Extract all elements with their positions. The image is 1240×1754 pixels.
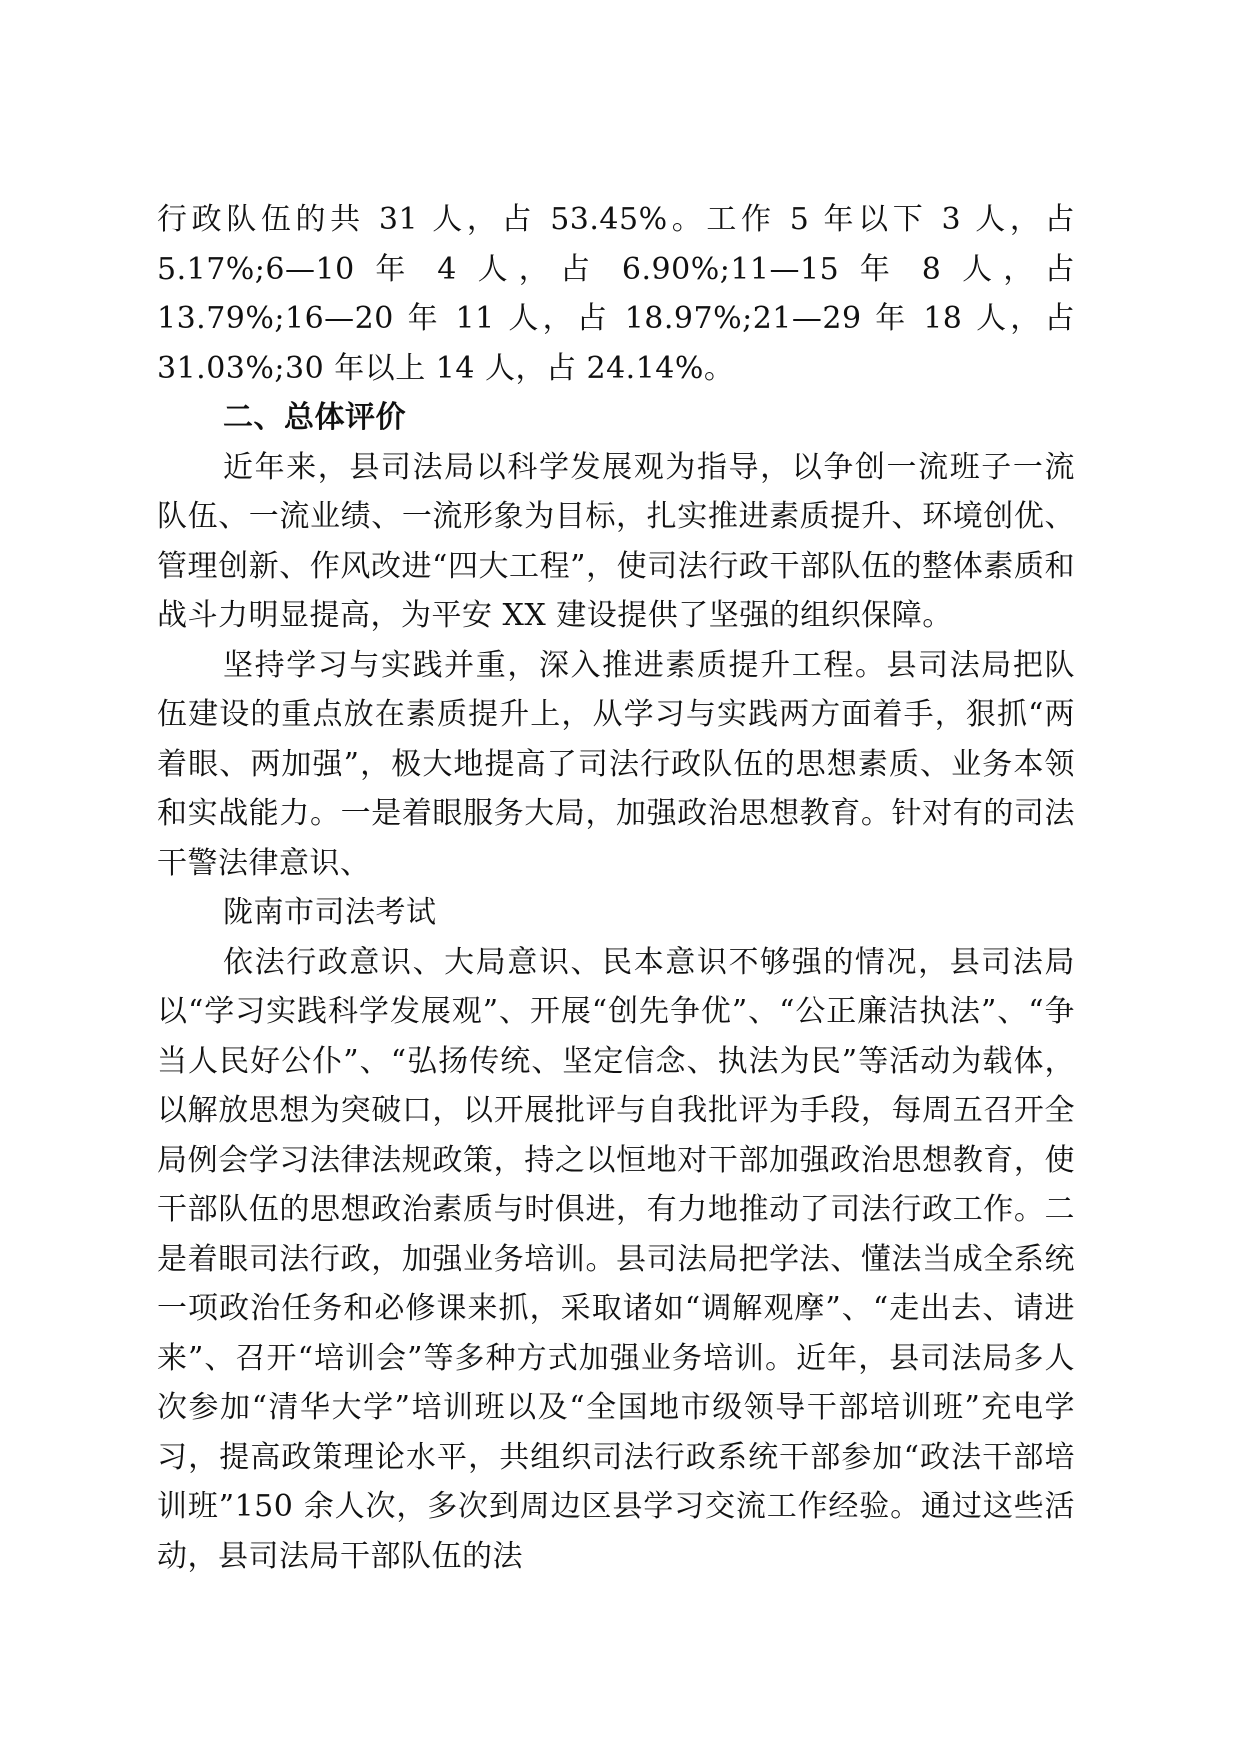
paragraph-overview: 近年来，县司法局以科学发展观为指导，以争创一流班子一流队伍、一流业绩、一流形象为目标，扎实推进素质提升、环境创优、管理创新、作风改进“四大工程”，使司法行政干部队伍的整体素质和战斗力明显提高，为平安 XX 建设提供了坚强的组织保障。	[157, 449, 1075, 633]
section-heading: 二、总体评价	[223, 400, 406, 435]
paragraph-training: 依法行政意识、大局意识、民本意识不够强的情况，县司法局以“学习实践科学发展观”、开展“创先争优”、“公正廉洁执法”、“争当人民好公仆”、“弘扬传统、坚定信念、执法为民”等活动为载体，以解放思想为突破口，以开展批评与自我批评为手段，每周五召开全局例会学习法律法规政策，持之以恒地对干部加强政治思想教育，使干部队伍的思想政治素质与时俱进，有力地推动了司法行政工作。二是着眼司法行政，加强业务培训。县司法局把学法、懂法当成全系统一项政治任务和必修课来抓，采取诸如“调解观摩”、“走出去、请进来”、召开“培训会”等多种方式加强业务培训。近年，县司法局多人次参加“清华大学”培训班以及“全国地市级领导干部培训班”充电学习，提高政策理论水平，共组织司法行政系统干部参加“政法干部培训班”150 余人次，多次到周边区县学习交流工作经验。通过这些活动，县司法局干部队伍的法	[157, 944, 1075, 1574]
document-page	[157, 195, 1075, 1581]
paragraph-statistics: 行政队伍的共 31 人，占 53.45%。工作 5 年以下 3 人，占 5.17%;6—10 年 4 人，占 6.90%;11—15 年 8 人，占 13.79%;16—20 年 11 人，占 18.97%;21—29 年 18 人，占 31.03%;30 年以上 14 人，占 24.14%。	[157, 202, 1075, 386]
paragraph-quality: 坚持学习与实践并重，深入推进素质提升工程。县司法局把队伍建设的重点放在素质提升上，从学习与实践两方面着手，狠抓“两着眼、两加强”，极大地提高了司法行政队伍的思想素质、业务本领和实战能力。一是着眼服务大局，加强政治思想教育。针对有的司法干警法律意识、	[157, 647, 1075, 881]
inserted-line: 陇南市司法考试	[223, 895, 437, 930]
